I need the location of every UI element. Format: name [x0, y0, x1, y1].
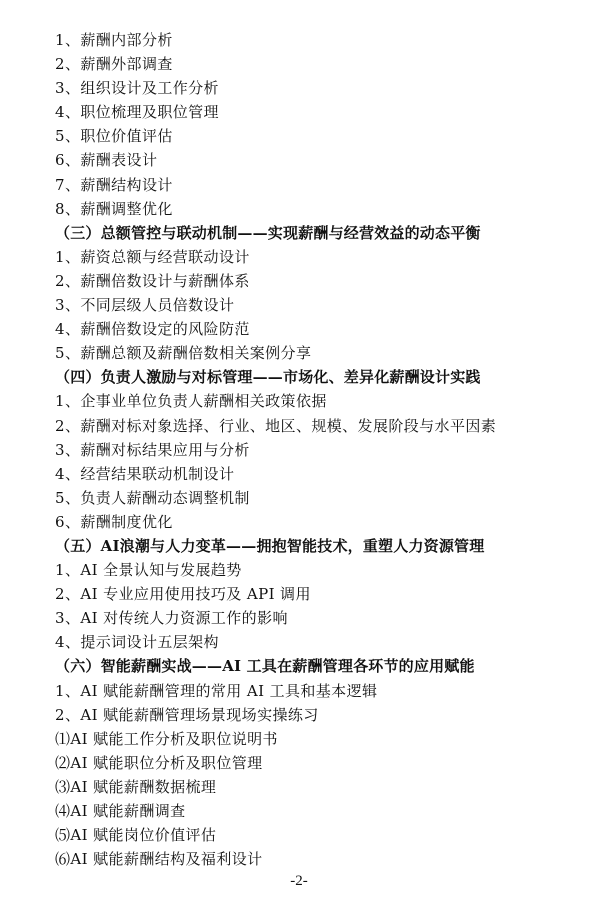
document-body — [0, 28, 598, 871]
list-item: 2、AI 专业应用使用技巧及 API 调用 — [55, 585, 311, 604]
list-item: 4、提示词设计五层架构 — [55, 633, 219, 652]
list-item: 2、薪酬对标对象选择、行业、地区、规模、发展阶段与水平因素 — [55, 416, 497, 435]
list-item: 2、薪酬外部调查 — [55, 55, 173, 74]
list-item: 2、薪酬倍数设计与薪酬体系 — [55, 271, 250, 290]
list-item: 3、薪酬对标结果应用与分析 — [55, 440, 250, 459]
list-item: 2、AI 赋能薪酬管理场景现场实操练习 — [55, 705, 319, 724]
list-item: 1、AI 全景认知与发展趋势 — [55, 561, 242, 580]
list-item: 4、职位梳理及职位管理 — [55, 103, 219, 122]
list-item: 1、AI 赋能薪酬管理的常用 AI 工具和基本逻辑 — [55, 681, 378, 700]
section-heading: （六）智能薪酬实战——AI 工具在薪酬管理各环节的应用赋能 — [55, 657, 475, 676]
list-item: 6、薪酬制度优化 — [55, 512, 173, 531]
list-item: 1、企事业单位负责人薪酬相关政策依据 — [55, 392, 327, 411]
list-item: 6、薪酬表设计 — [55, 151, 158, 170]
list-item: 3、不同层级人员倍数设计 — [55, 296, 235, 315]
sub-list-item: ⑶AI 赋能薪酬数据梳理 — [55, 777, 217, 796]
list-item: 3、AI 对传统人力资源工作的影响 — [55, 609, 288, 628]
list-item: 8、薪酬调整优化 — [55, 199, 173, 218]
list-item: 1、薪资总额与经营联动设计 — [55, 247, 250, 266]
section-heading: （四）负责人激励与对标管理——市场化、差异化薪酬设计实践 — [55, 368, 481, 387]
section-heading: （三）总额管控与联动机制——实现薪酬与经营效益的动态平衡 — [55, 223, 481, 242]
list-item: 4、薪酬倍数设定的风险防范 — [55, 320, 250, 339]
list-item: 5、薪酬总额及薪酬倍数相关案例分享 — [55, 344, 312, 363]
section-heading: （五）AI浪潮与人力变革——拥抱智能技术，重塑人力资源管理 — [55, 536, 485, 555]
list-item: 3、组织设计及工作分析 — [55, 79, 219, 98]
sub-list-item: ⑴AI 赋能工作分析及职位说明书 — [55, 729, 278, 748]
page-number: -2- — [290, 873, 308, 889]
list-item: 7、薪酬结构设计 — [55, 175, 173, 194]
sub-list-item: ⑵AI 赋能职位分析及职位管理 — [55, 753, 263, 772]
list-item: 4、经营结果联动机制设计 — [55, 464, 235, 483]
sub-list-item: ⑷AI 赋能薪酬调查 — [55, 802, 186, 820]
list-item: 1、薪酬内部分析 — [55, 31, 173, 49]
list-item: 5、负责人薪酬动态调整机制 — [55, 488, 250, 507]
list-item: 5、职位价值评估 — [55, 127, 173, 146]
sub-list-item: ⑹AI 赋能薪酬结构及福利设计 — [55, 850, 263, 869]
sub-list-item: ⑸AI 赋能岗位价值评估 — [55, 826, 217, 845]
